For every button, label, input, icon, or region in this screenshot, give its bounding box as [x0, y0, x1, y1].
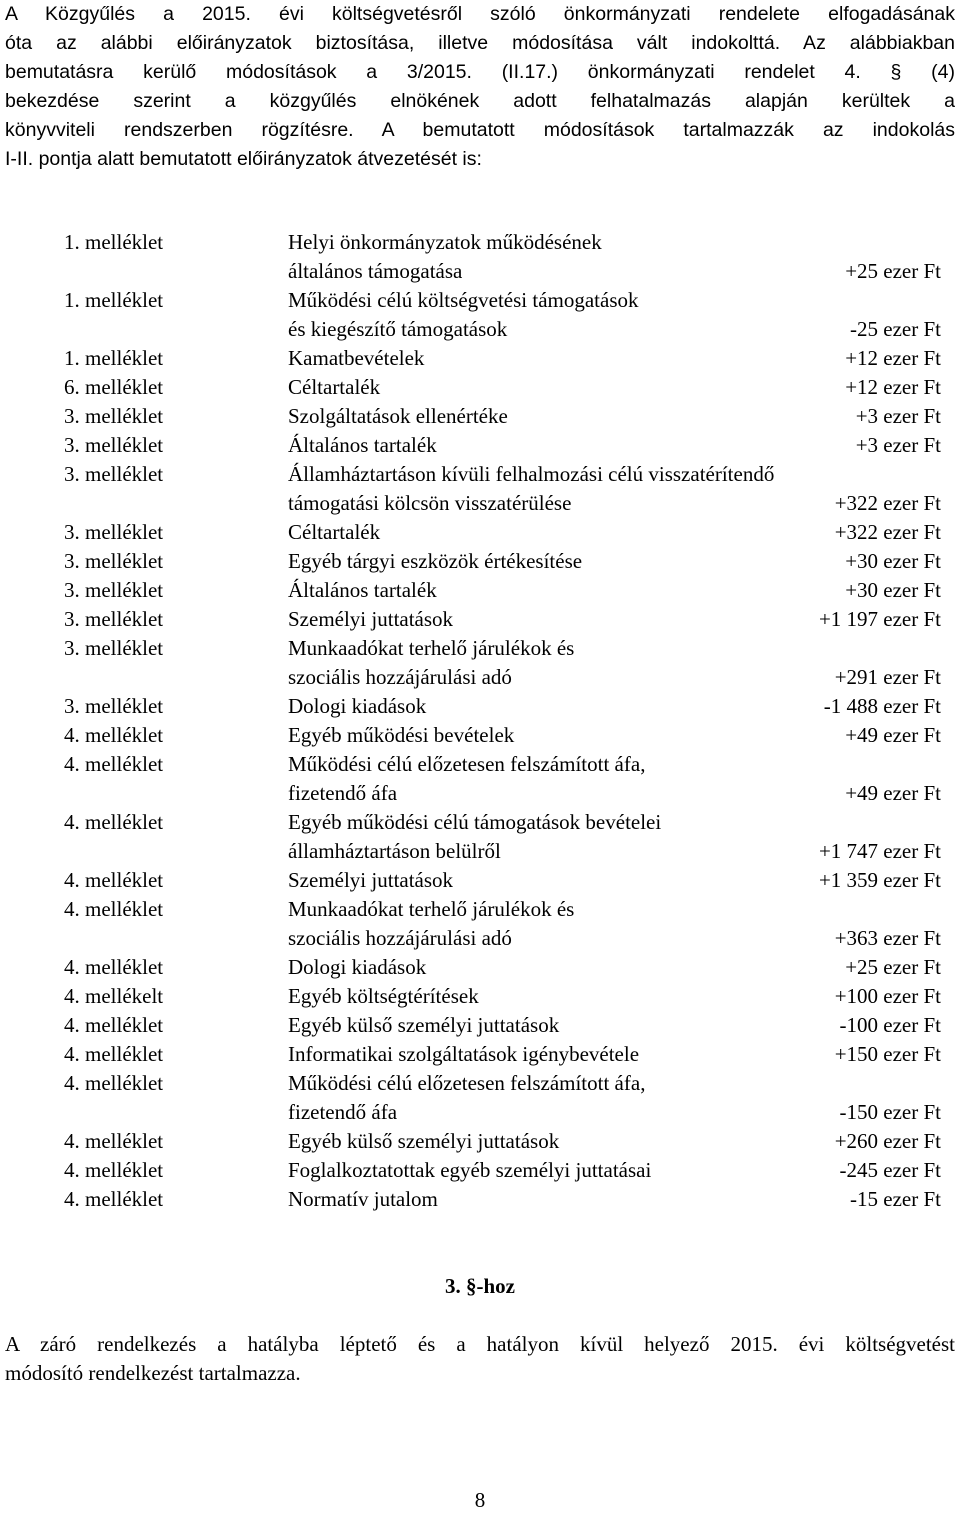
annex-label: 4. melléklet [64, 1071, 164, 1095]
intro-paragraph [5, 0, 955, 174]
item-description [288, 1156, 848, 1185]
description-line: Egyéb költségtérítések [288, 984, 479, 1008]
list-item [0, 1127, 960, 1156]
amount-value: +322 ezer Ft [834, 491, 941, 515]
description-line: Működési célú előzetesen felszámított áfa, [288, 752, 646, 776]
description-line: Informatikai szolgáltatások igénybevétele [288, 1042, 640, 1066]
annex-label: 4. melléklet [64, 1013, 164, 1037]
annex-label: 3. melléklet [64, 433, 164, 457]
amount-value: +30 ezer Ft [845, 549, 941, 573]
amount-value: +1 747 ezer Ft [818, 839, 941, 863]
description-line: Céltartalék [288, 375, 381, 399]
list-item [0, 344, 960, 373]
item-description [288, 808, 848, 866]
description-line: Államháztartáson kívüli felhalmozási célú visszatérítendő [288, 462, 775, 486]
item-description [288, 286, 848, 344]
description-line: Egyéb külső személyi juttatások [288, 1129, 560, 1153]
amount-value: +12 ezer Ft [845, 346, 941, 370]
list-item [0, 1069, 960, 1127]
amount-value: +30 ezer Ft [845, 578, 941, 602]
list-item [0, 547, 960, 576]
description-line: és kiegészítő támogatások [288, 317, 508, 341]
amount-value: +1 359 ezer Ft [818, 868, 941, 892]
annex-label: 3. melléklet [64, 462, 164, 486]
item-description [288, 982, 848, 1011]
amount-value: +12 ezer Ft [845, 375, 941, 399]
list-item [0, 692, 960, 721]
intro-line: I-II. pontja alatt bemutatott előirányzatok átvezetését is: [5, 148, 482, 170]
closing-paragraph [5, 1330, 955, 1388]
list-item [0, 431, 960, 460]
description-line: Helyi önkormányzatok működésének [288, 230, 602, 254]
closing-line: A záró rendelkezés a hatályba léptető és a hatályon kívül helyező 2015. évi költségvetést [5, 1332, 955, 1356]
item-description [288, 228, 848, 286]
item-description [288, 866, 848, 895]
page-number: 8 [474, 1488, 486, 1512]
list-item [0, 228, 960, 286]
amount-value: +49 ezer Ft [845, 723, 941, 747]
annex-label: 4. melléklet [64, 1187, 164, 1211]
description-line: fizetendő áfa [288, 781, 398, 805]
list-item [0, 634, 960, 692]
annex-label: 4. melléklet [64, 1158, 164, 1182]
description-line: Egyéb külső személyi juttatások [288, 1013, 560, 1037]
annex-label: 1. melléklet [64, 346, 164, 370]
list-item [0, 866, 960, 895]
list-item [0, 286, 960, 344]
list-item [0, 721, 960, 750]
description-line: általános támogatása [288, 259, 463, 283]
list-item [0, 460, 960, 518]
description-line: szociális hozzájárulási adó [288, 665, 512, 689]
list-item [0, 518, 960, 547]
annex-label: 4. melléklet [64, 752, 164, 776]
annex-label: 4. melléklet [64, 868, 164, 892]
description-line: Normatív jutalom [288, 1187, 438, 1211]
description-line: Személyi juttatások [288, 868, 454, 892]
list-item [0, 1156, 960, 1185]
item-description [288, 547, 848, 576]
amount-value: +1 197 ezer Ft [818, 607, 941, 631]
item-description [288, 431, 848, 460]
annex-label: 4. melléklet [64, 723, 164, 747]
annex-label: 3. melléklet [64, 607, 164, 631]
amount-value: -100 ezer Ft [839, 1013, 941, 1037]
annex-label: 3. melléklet [64, 578, 164, 602]
amount-value: +291 ezer Ft [834, 665, 941, 689]
item-description [288, 1127, 848, 1156]
amount-value: +363 ezer Ft [834, 926, 941, 950]
amount-value: -25 ezer Ft [850, 317, 941, 341]
list-item [0, 605, 960, 634]
annex-label: 1. melléklet [64, 230, 164, 254]
list-item [0, 982, 960, 1011]
annex-label: 4. melléklet [64, 955, 164, 979]
list-item [0, 373, 960, 402]
annex-label: 1. melléklet [64, 288, 164, 312]
amount-value: +150 ezer Ft [834, 1042, 941, 1066]
item-description [288, 634, 848, 692]
description-line: Személyi juttatások [288, 607, 454, 631]
item-description [288, 692, 848, 721]
list-item [0, 808, 960, 866]
section-heading: 3. §-hoz [445, 1274, 515, 1298]
amount-value: -150 ezer Ft [839, 1100, 941, 1124]
annex-label: 3. melléklet [64, 636, 164, 660]
amount-value: -1 488 ezer Ft [823, 694, 941, 718]
item-description [288, 576, 848, 605]
item-description [288, 1040, 848, 1069]
description-line: szociális hozzájárulási adó [288, 926, 512, 950]
list-item [0, 1011, 960, 1040]
item-description [288, 1011, 848, 1040]
list-item [0, 1040, 960, 1069]
list-item [0, 895, 960, 953]
description-line: államháztartáson belülről [288, 839, 501, 863]
amount-value: +260 ezer Ft [834, 1129, 941, 1153]
annex-label: 4. melléklet [64, 897, 164, 921]
annex-label: 4. mellékelt [64, 984, 164, 1008]
annex-label: 3. melléklet [64, 404, 164, 428]
description-line: Általános tartalék [288, 433, 437, 457]
description-line: Egyéb tárgyi eszközök értékesítése [288, 549, 583, 573]
description-line: fizetendő áfa [288, 1100, 398, 1124]
appropriation-list [0, 228, 960, 1214]
description-line: Egyéb működési bevételek [288, 723, 515, 747]
amount-value: +322 ezer Ft [834, 520, 941, 544]
annex-label: 3. melléklet [64, 694, 164, 718]
annex-label: 4. melléklet [64, 1042, 164, 1066]
list-item [0, 953, 960, 982]
list-item [0, 750, 960, 808]
description-line: Foglalkoztatottak egyéb személyi juttatásai [288, 1158, 652, 1182]
list-item [0, 576, 960, 605]
item-description [288, 344, 848, 373]
annex-label: 3. melléklet [64, 549, 164, 573]
description-line: Munkaadókat terhelő járulékok és [288, 636, 575, 660]
annex-label: 4. melléklet [64, 810, 164, 834]
list-item [0, 1185, 960, 1214]
item-description [288, 373, 848, 402]
intro-line: bekezdése szerint a közgyűlés elnökének adott felhatalmazás alapján kerültek a [5, 90, 955, 112]
list-item [0, 402, 960, 431]
amount-value: +100 ezer Ft [834, 984, 941, 1008]
description-line: Egyéb működési célú támogatások bevételei [288, 810, 662, 834]
description-line: Céltartalék [288, 520, 381, 544]
description-line: Kamatbevételek [288, 346, 425, 370]
item-description [288, 1185, 848, 1214]
amount-value: -15 ezer Ft [850, 1187, 941, 1211]
item-description [288, 518, 848, 547]
intro-line: óta az alábbi előirányzatok biztosítása, illetve módosítása vált indokolttá. Az alábbiakban [5, 32, 955, 54]
description-line: Munkaadókat terhelő járulékok és [288, 897, 575, 921]
item-description [288, 721, 848, 750]
item-description [288, 605, 848, 634]
description-line: támogatási kölcsön visszatérülése [288, 491, 572, 515]
description-line: Dologi kiadások [288, 955, 427, 979]
item-description [288, 895, 848, 953]
amount-value: +3 ezer Ft [855, 404, 941, 428]
description-line: Működési célú költségvetési támogatások [288, 288, 639, 312]
closing-line: módosító rendelkezést tartalmazza. [5, 1361, 301, 1385]
intro-line: bemutatásra kerülő módosítások a 3/2015. (II.17.) önkormányzati rendelet 4. § (4) [5, 61, 955, 83]
amount-value: +25 ezer Ft [845, 955, 941, 979]
item-description [288, 402, 848, 431]
annex-label: 3. melléklet [64, 520, 164, 544]
intro-line: könyvviteli rendszerben rögzítésre. A bemutatott módosítások tartalmazzák az indokolás [5, 119, 955, 141]
item-description [288, 1069, 848, 1127]
description-line: Működési célú előzetesen felszámított áfa, [288, 1071, 646, 1095]
item-description [288, 750, 848, 808]
amount-value: +3 ezer Ft [855, 433, 941, 457]
description-line: Dologi kiadások [288, 694, 427, 718]
description-line: Általános tartalék [288, 578, 437, 602]
intro-line: A Közgyűlés a 2015. évi költségvetésről szóló önkormányzati rendelete elfogadásának [5, 3, 955, 25]
amount-value: +49 ezer Ft [845, 781, 941, 805]
amount-value: +25 ezer Ft [845, 259, 941, 283]
item-description [288, 953, 848, 982]
item-description [288, 460, 848, 518]
annex-label: 4. melléklet [64, 1129, 164, 1153]
annex-label: 6. melléklet [64, 375, 164, 399]
amount-value: -245 ezer Ft [839, 1158, 941, 1182]
description-line: Szolgáltatások ellenértéke [288, 404, 508, 428]
